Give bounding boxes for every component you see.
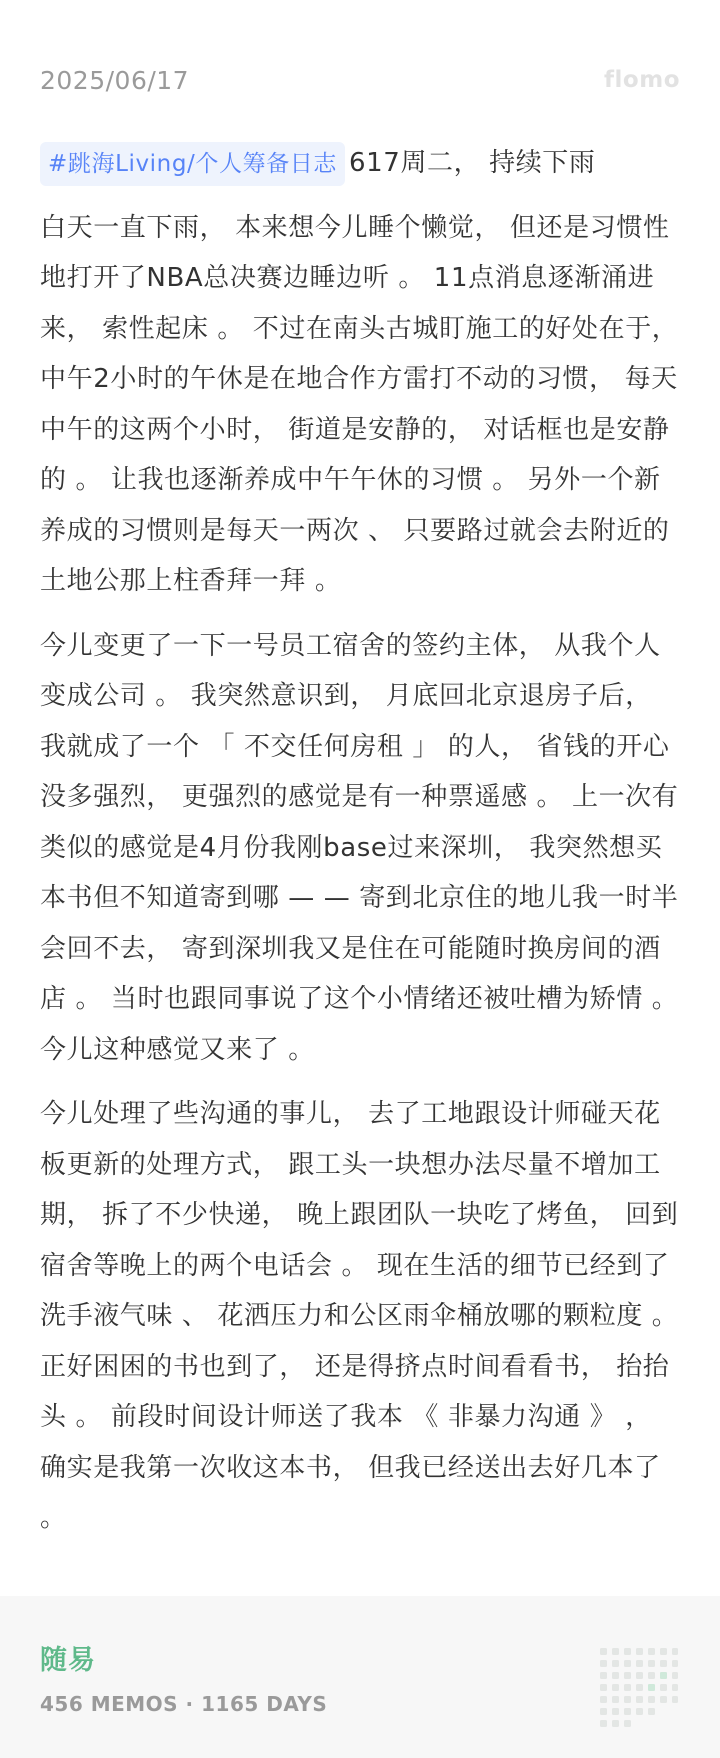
dot-grid-icon <box>598 1646 678 1734</box>
memo-title: 617周二， 持续下雨 <box>349 148 596 178</box>
author-name: 随易 <box>40 1645 96 1676</box>
memo-paragraph-3: 今儿处理了些沟通的事儿， 去了工地跟设计师碰天花板更新的处理方式， 跟工头一块想办法尽量不增加工期， 拆了不少快递， 晚上跟团队一块吃了烤鱼， 回到宿舍等晚上的两个电话会 。 现在生活的细节已经到了洗手液气味 、 花洒压力和公区雨伞桶放哪的颗粒度 。 正好困困的书也到了， 还是得挤点时间看看书， 抬抬头 。 前段时间设计师送了我本 《 非暴力沟通 》 ， 确实是我第一次收这本书， 但我已经送出去好几本了 。 <box>40 1099 679 1533</box>
brand-logo: flomo <box>604 67 680 93</box>
memo-paragraph-2: 今儿变更了一下一号员工宿舍的签约主体， 从我个人变成公司 。 我突然意识到， 月底回北京退房子后， 我就成了一个 「 不交任何房租 」 的人， 省钱的开心没多强烈， 更强烈的感觉是有一种票遥感 。 上一次有类似的感觉是4月份我刚base过来深圳， 我突然想买本书但不知道寄到哪 — — 寄到北京住的地儿我一时半会回不去， 寄到深圳我又是住在可能随时换房间的酒店 。 当时也跟同事说了这个小情绪还被吐槽为矫情 。 今儿这种感觉又来了 。 <box>40 630 679 1065</box>
card-header <box>40 60 680 100</box>
memo-tag[interactable]: #跳海Living/个人筹备日志 <box>40 142 345 186</box>
memo-date: 2025/06/17 <box>40 65 190 95</box>
memo-stats: 456 MEMOS · 1165 DAYS <box>40 1692 328 1716</box>
memo-title-line <box>40 138 680 189</box>
memo-paragraph-1: 白天一直下雨， 本来想今儿睡个懒觉， 但还是习惯性地打开了NBA总决赛边睡边听 。 11点消息逐渐涌进来， 索性起床 。 不过在南头古城盯施工的好处在于， 中午2小时的午休是在地合作方雷打不动的习惯， 每天中午的这两个小时， 街道是安静的， 对话框也是安静的 。 让我也逐渐养成中午午休的习惯 。 另外一个新养成的习惯则是每天一两次 、 只要路过就会去附近的土地公那上柱香拜一拜 。 <box>40 212 679 596</box>
card-footer <box>0 1596 720 1758</box>
memo-content <box>40 138 680 1558</box>
